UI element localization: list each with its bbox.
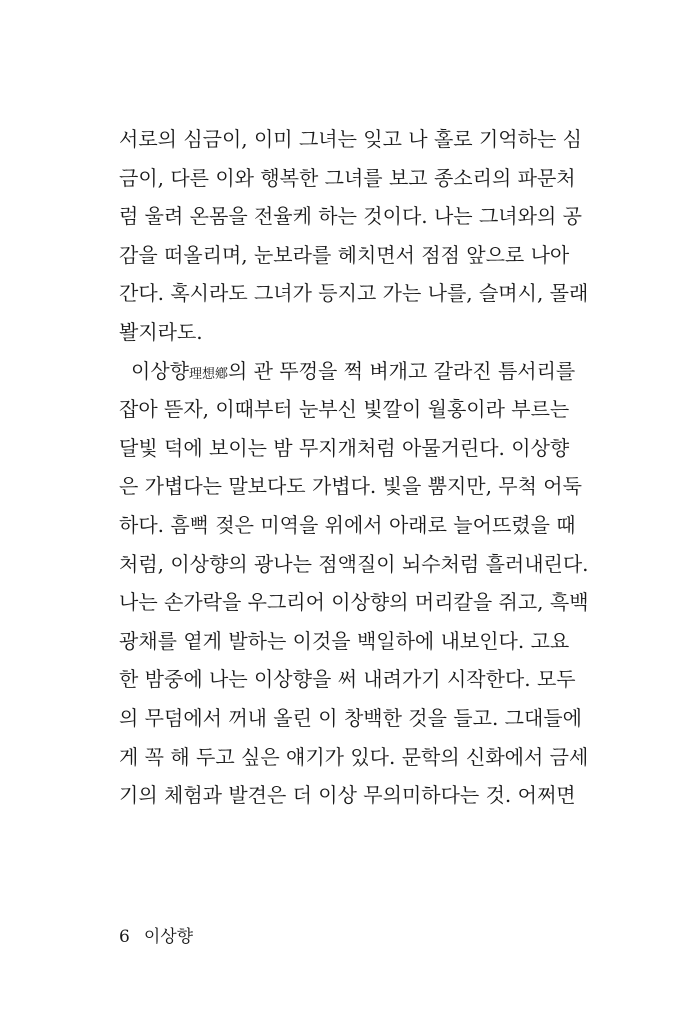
- text-line: 감을 떠올리며, 눈보라를 헤치면서 점점 앞으로 나아: [119, 242, 570, 267]
- running-title: 이상향: [143, 927, 194, 947]
- text-line: 은 가볍다는 말보다도 가볍다. 빛을 뿜지만, 무척 어둑: [119, 474, 582, 499]
- text-line: 봘지라도.: [119, 319, 203, 344]
- text-line: 금이, 다른 이와 행복한 그녀를 보고 종소리의 파문처: [119, 165, 576, 190]
- text-line: 잡아 뜯자, 이때부터 눈부신 빛깔이 월홍이라 부르는: [119, 397, 570, 422]
- text-line: [119, 352, 576, 391]
- text-line: 하다. 흠뻑 젖은 미역을 위에서 아래로 늘어뜨렸을 때: [119, 512, 576, 537]
- hanja-gloss: 理想鄕: [188, 366, 228, 382]
- text-line: 처럼, 이상향의 광나는 점액질이 뇌수처럼 흘러내린다.: [119, 551, 589, 576]
- text-fragment: 이상향: [131, 358, 189, 383]
- text-line: 기의 체험과 발견은 더 이상 무의미하다는 것. 어쩌면: [119, 783, 576, 808]
- page-number: 6: [119, 927, 130, 947]
- text-line: 달빛 덕에 보이는 밤 무지개처럼 아물거린다. 이상향: [119, 435, 570, 460]
- text-line: 게 꼭 해 두고 싶은 얘기가 있다. 문학의 신화에서 금세: [119, 744, 589, 769]
- text-line: 럼 울려 온몸을 전율케 하는 것이다. 나는 그녀와의 공: [119, 204, 582, 229]
- text-line: 의 무덤에서 꺼내 올린 이 창백한 것을 들고. 그대들에: [119, 705, 582, 730]
- text-line: 나는 손가락을 우그리어 이상향의 머리칼을 쥐고, 흑백: [119, 590, 589, 615]
- body-text: [119, 120, 589, 815]
- page-footer: [119, 925, 193, 949]
- text-line: 광채를 옅게 발하는 이것을 백일하에 내보인다. 고요: [119, 628, 570, 653]
- text-fragment: 의 관 뚜껑을 쩍 벼개고 갈라진 틈서리를: [227, 358, 576, 383]
- text-line: 서로의 심금이, 이미 그녀는 잊고 나 홀로 기억하는 심: [119, 127, 582, 151]
- text-line: 간다. 혹시라도 그녀가 등지고 가는 나를, 슬며시, 몰래: [119, 281, 589, 306]
- text-line: 한 밤중에 나는 이상향을 써 내려가기 시작한다. 모두: [119, 667, 576, 692]
